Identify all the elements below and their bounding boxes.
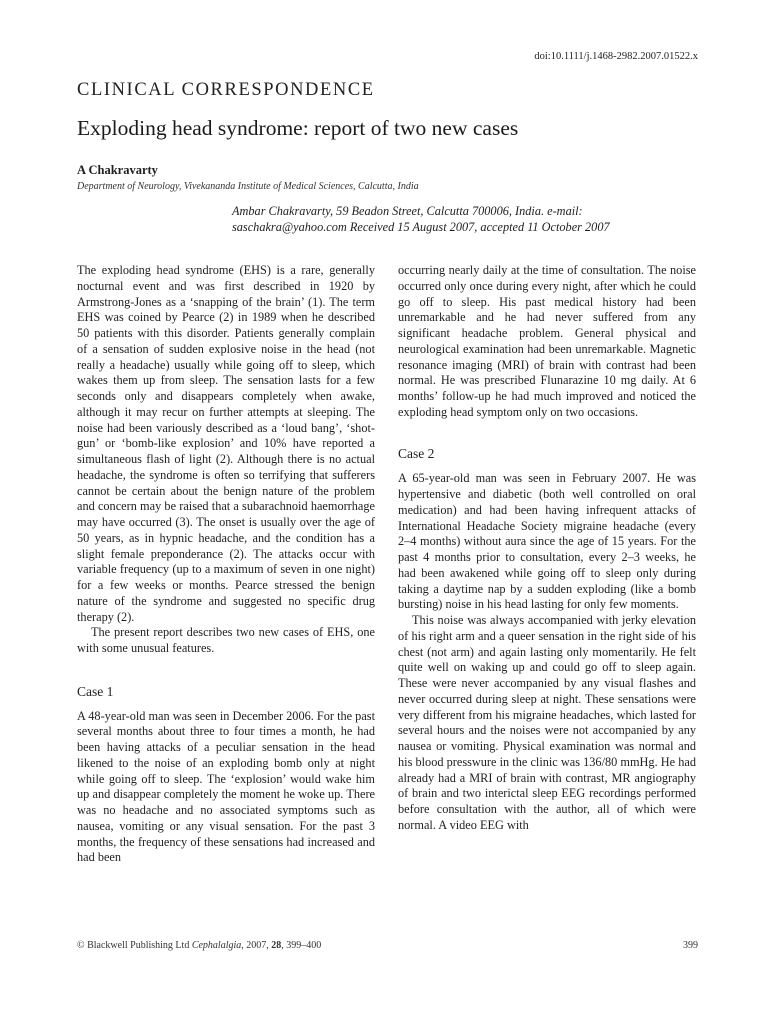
intro-paragraph: The exploding head syndrome (EHS) is a rare, generally nocturnal event and was first described in 1920 by Armstrong-Jones as a ‘snapping of the brain’ (1). The term EHS was coined by Pearce (2) in 1989 when he described 50 patients with this disorder. Patients generally complain of a sensation of sudden explosive noise in the head (not really a headache) usually while going off to sleep, which wakes them up from sleep. The sensation lasts for a few seconds only and disappears completely when awake, although it may recur on further attempts at sleeping. The noise had been variously described as a ‘loud bang’, ‘shot-gun’ or ‘bomb-like explosion’ and 10% have reported a simultaneous flash of light (2). Although there is no actual headache, the syndrome is often so terrifying that sufferers cannot be certain about the benign nature of the problem and concern may be raised that a subarachnoid haemorrhage may have occurred (3). The onset is usually over the age of 50 years, as in hypnic headache, and the condition has a slight female preponderance (2). The attacks occur with variable frequency (up to a maximum of seven in one night) for a few weeks or months. Pearce stressed the benign nature of the syndrome and suggested no specific drug therapy (2). xyxy=(77,263,375,624)
case2-paragraph: This noise was always accompanied with jerky elevation of his right arm and a queer sensation in the right side of his chest (not arm) and again lasting only momentarily. He felt quite well on waking up and could go off to sleep again. These were never accompanied by any visual flashes and never occurred during sleep at night. These sensations were very different from his migraine headaches, which lasted for several hours and the noises were not accompanied by any nausea or vomiting. Physical examination was normal and his blood presswure in the clinic was 136/80 mmHg. He had already had a MRI of brain with contrast, MR angiography of brain and two interictal sleep EEG recordings performed before consultation with the author, all of which were normal. A video EEG with xyxy=(398,613,696,832)
citation-year: , 2007, xyxy=(241,940,269,951)
page-number: 399 xyxy=(683,940,698,951)
case1-paragraph: A 48-year-old man was seen in December 2006. For the past several months about three to four times a month, he had been having attacks of a peculiar sensation in the head likened to the noise of an exploding bomb only at night while going off to sleep. The ‘explosion’ would wake him up and disappear completely the moment he woke up. There was no headache and no associated symptoms such as nausea, vomiting or any visual sensation. For the past 3 months, the frequency of these sensations had increased and had been xyxy=(77,708,375,865)
author-affiliation: Department of Neurology, Vivekananda Institute of Medical Sciences, Calcutta, India xyxy=(77,181,419,192)
page-range: , 399–400 xyxy=(281,940,322,951)
author-name: A Chakravarty xyxy=(77,163,158,177)
volume-number: 28 xyxy=(271,940,282,951)
case1-heading: Case 1 xyxy=(77,683,114,699)
right-column xyxy=(398,263,696,834)
doi-identifier: doi:10.1111/j.1468-2982.2007.01522.x xyxy=(534,51,698,62)
correspondence-line: Ambar Chakravarty, 59 Beadon Street, Calcutta 700006, India. e-mail: xyxy=(232,204,583,218)
article-title: Exploding head syndrome: report of two new cases xyxy=(77,116,519,140)
intro-paragraph: The present report describes two new cases of EHS, one with some unusual features. xyxy=(77,625,375,655)
journal-name: Cephalalgia xyxy=(191,940,242,951)
left-column xyxy=(77,263,375,866)
case1-continued-paragraph: occurring nearly daily at the time of consultation. The noise occurred only once during every night, after which he could go off to sleep. His past medical history had been unremarkable and he had never suffered from any significant headache problem. General physical and neurological examination had been unremarkable. Magnetic resonance imaging (MRI) of brain with contrast had been normal. He was prescribed Flunarazine 10 mg daily. At 6 months’ follow-up he had much improved and noticed the exploding head symptom only on two occasions. xyxy=(398,263,696,419)
correspondence-line: saschakra@yahoo.com Received 15 August 2007, accepted 11 October 2007 xyxy=(232,220,610,234)
section-heading: CLINICAL CORRESPONDENCE xyxy=(77,80,375,100)
case2-heading: Case 2 xyxy=(398,445,435,461)
correspondence-block xyxy=(232,203,682,235)
footer-citation xyxy=(77,940,321,951)
case2-paragraph: A 65-year-old man was seen in February 2007. He was hypertensive and diabetic (both well controlled on oral medication) and had been having infrequent attacks of International Headache Society migraine headache (every 2–4 months) without aura since the age of 15 years. For the past 4 months prior to consultation, every 2–3 weeks, he had been awakened while going off to sleep only during taking a daytime nap by a sudden exploding (like a bomb bursting) noise in his head lasting for only few moments. xyxy=(398,471,696,612)
publisher: © Blackwell Publishing Ltd xyxy=(77,940,190,951)
